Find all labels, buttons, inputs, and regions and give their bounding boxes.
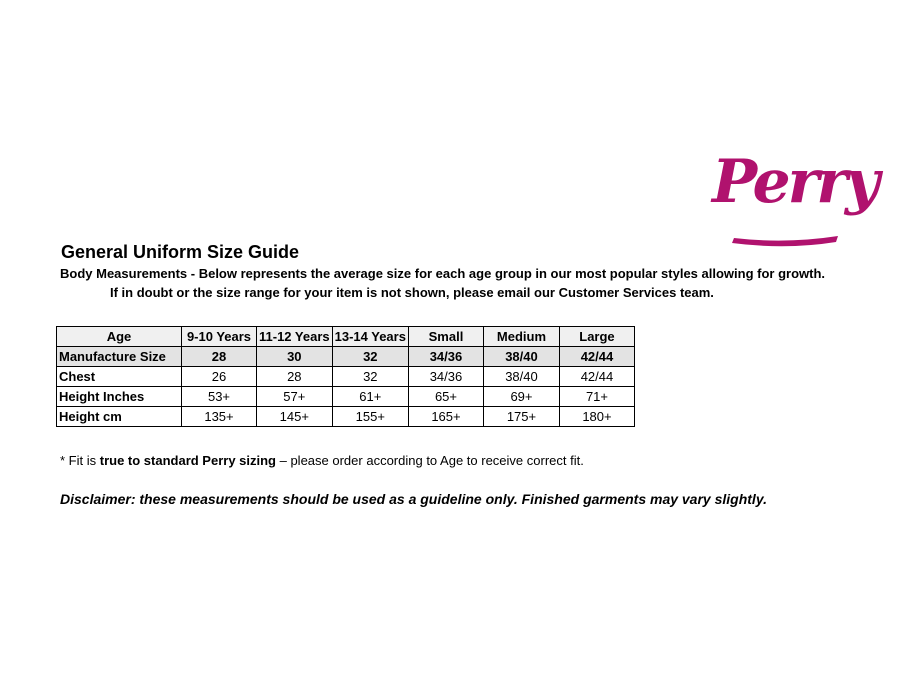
row-label: Chest <box>57 367 182 387</box>
row-label: Height cm <box>57 407 182 427</box>
table-cell: 38/40 <box>483 367 559 387</box>
perry-logo <box>706 147 877 248</box>
table-cell: 61+ <box>332 387 408 407</box>
table-cell: 53+ <box>182 387 257 407</box>
table-cell: 165+ <box>408 407 483 427</box>
fit-note-suffix: – please order according to Age to receive correct fit. <box>276 453 584 468</box>
table-cell: 69+ <box>483 387 559 407</box>
intro-line-1: Body Measurements - Below represents the average size for each age group in our most popular styles allowing for growth. <box>60 266 826 281</box>
table-cell: 38/40 <box>483 347 559 367</box>
page-title: General Uniform Size Guide <box>61 242 300 262</box>
column-header: Medium <box>483 327 559 347</box>
table-row <box>57 367 635 387</box>
column-header: Age <box>57 327 182 347</box>
column-header: 9-10 Years <box>182 327 257 347</box>
table-row <box>57 407 635 427</box>
table-row <box>57 387 635 407</box>
table-cell: 42/44 <box>559 347 634 367</box>
row-label: Manufacture Size <box>57 347 182 367</box>
fit-note-emphasis: true to standard Perry sizing <box>99 453 276 468</box>
table-cell: 32 <box>332 367 408 387</box>
table-cell: 28 <box>182 347 257 367</box>
disclaimer: Disclaimer: these measurements should be used as a guideline only. Finished garments may vary slightly. <box>60 491 767 507</box>
table-cell: 180+ <box>559 407 634 427</box>
table-cell: 65+ <box>408 387 483 407</box>
table-cell: 28 <box>257 367 333 387</box>
column-header: Large <box>559 327 634 347</box>
table-cell: 155+ <box>332 407 408 427</box>
table-cell: 32 <box>332 347 408 367</box>
intro-line-2: If in doubt or the size range for your item is not shown, please email our Customer Services team. <box>110 285 714 300</box>
table-cell: 71+ <box>559 387 634 407</box>
column-header: 13-14 Years <box>332 327 408 347</box>
table-header-row <box>57 327 635 347</box>
table-cell: 26 <box>182 367 257 387</box>
table-cell: 135+ <box>182 407 257 427</box>
column-header: Small <box>408 327 483 347</box>
fit-note-prefix: * Fit is <box>60 453 100 468</box>
fit-note <box>60 453 584 468</box>
table-cell: 42/44 <box>559 367 634 387</box>
column-header: 11-12 Years <box>257 327 333 347</box>
row-label: Height Inches <box>57 387 182 407</box>
table-cell: 145+ <box>257 407 333 427</box>
table-cell: 34/36 <box>408 367 483 387</box>
table-cell: 34/36 <box>408 347 483 367</box>
table-cell: 57+ <box>257 387 333 407</box>
table-row <box>57 347 635 367</box>
size-table <box>56 326 635 427</box>
logo-swoosh-icon <box>706 158 846 248</box>
logo-text: Perry <box>712 147 877 217</box>
table-cell: 175+ <box>483 407 559 427</box>
table-cell: 30 <box>257 347 333 367</box>
